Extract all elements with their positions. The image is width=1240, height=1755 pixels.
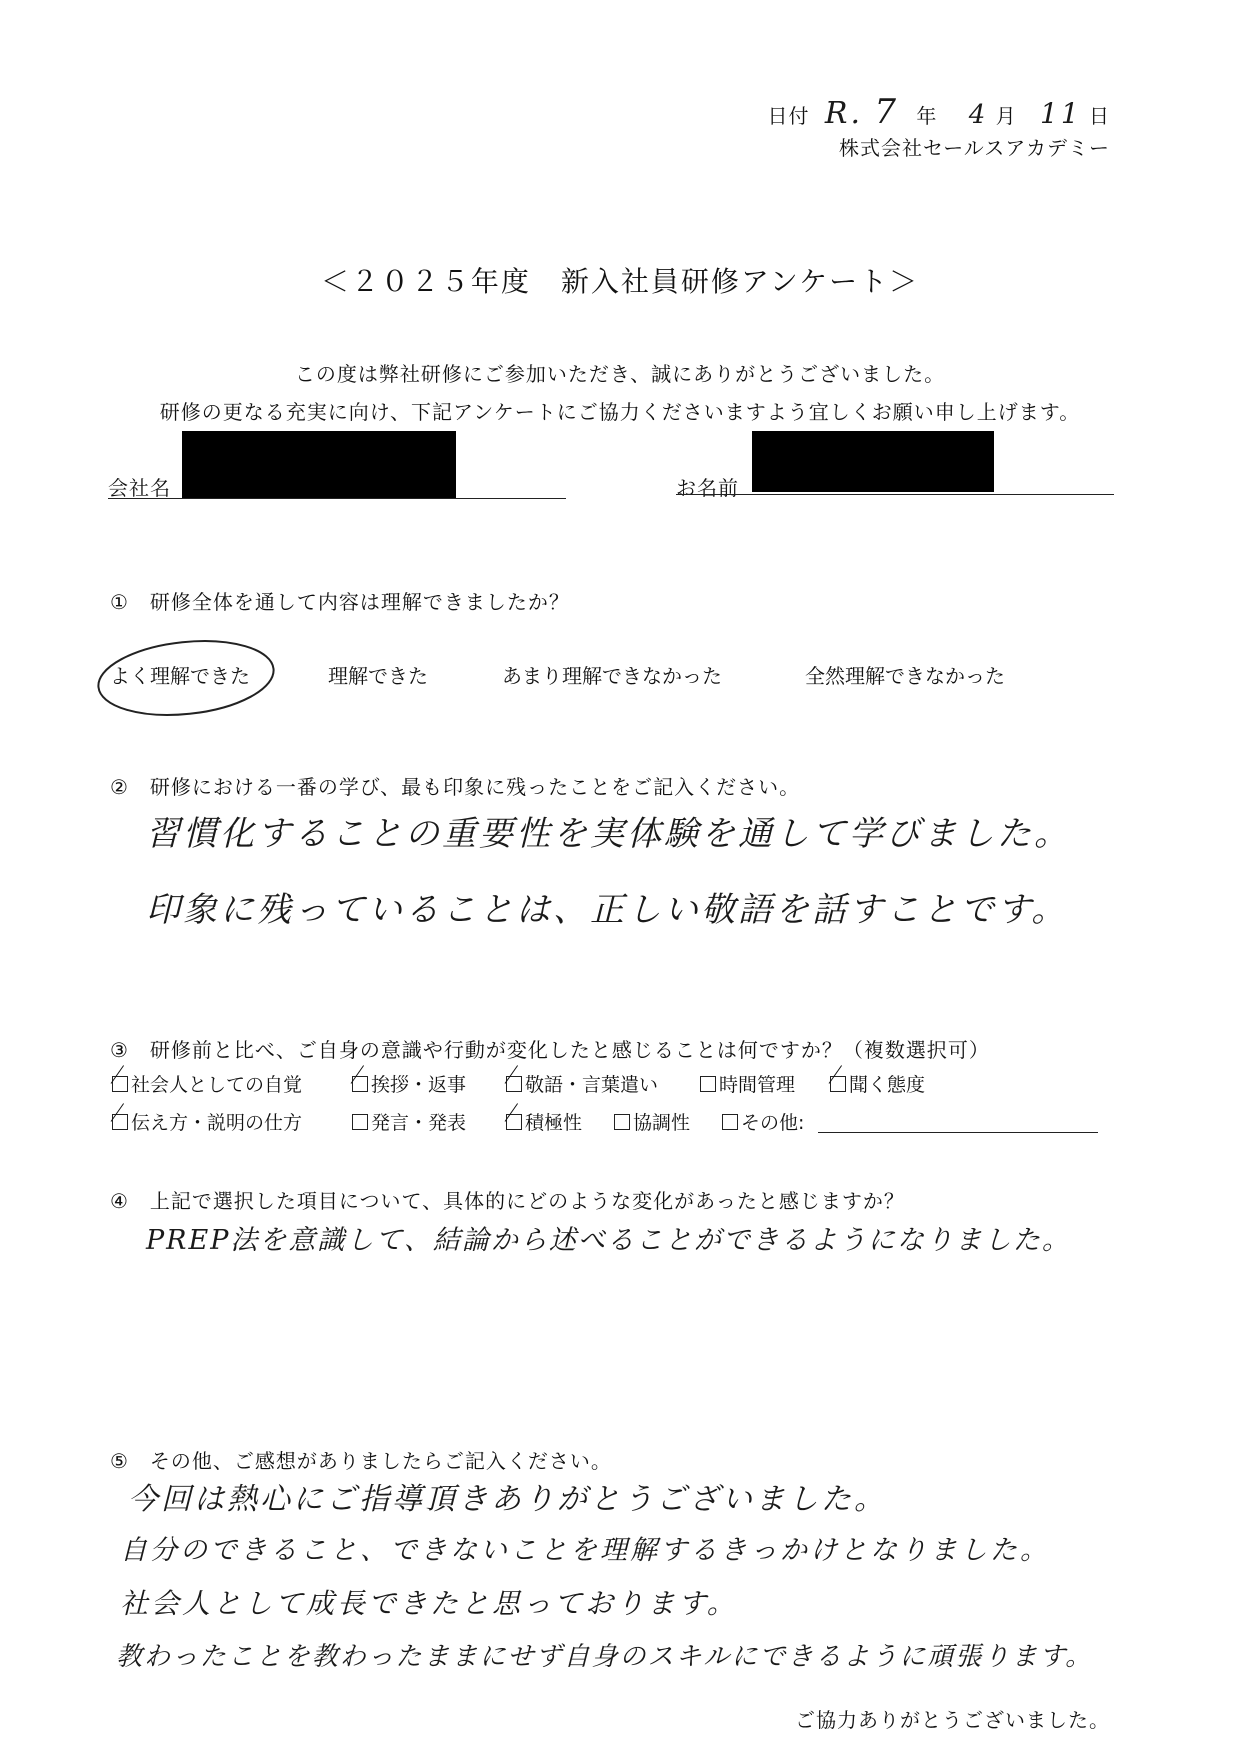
q5-answer-line-2: 自分のできること、できないことを理解するきっかけとなりました。 (120, 1535, 1050, 1566)
q3-item-label: 敬語・言葉遣い (525, 1074, 659, 1096)
name-field-label: お名前 (676, 476, 739, 500)
intro-line-2: 研修の更なる充実に向け、下記アンケートにご協力くださいますよう宜しくお願い申し上げます。 (159, 400, 1081, 424)
date-line (768, 92, 1110, 132)
checkbox-checked-icon (112, 1114, 128, 1130)
q3-item-presentation[interactable] (352, 1108, 466, 1135)
q1-option-4: 全然理解できなかった (805, 664, 1005, 688)
q2-question: ② 研修における一番の学び、最も印象に残ったことをご記入ください。 (110, 775, 801, 799)
thank-you-footer: ご協力ありがとうございました。 (795, 1708, 1110, 1732)
q1-option-1: よく理解できた (110, 664, 250, 688)
date-label: 日付 (767, 104, 810, 128)
redaction-company (182, 431, 456, 499)
intro-line-1: この度は弊社研修にご参加いただき、誠にありがとうございました。 (294, 362, 946, 386)
q3-item-cooperation[interactable] (614, 1108, 690, 1135)
q3-item-label: 積極性 (525, 1112, 583, 1134)
q3-item-explaining[interactable] (112, 1108, 302, 1135)
date-era: R. (824, 96, 864, 131)
date-day: 11 (1040, 97, 1082, 130)
q1-option-2: 理解できた (328, 664, 428, 688)
q3-item-time-management[interactable] (700, 1070, 795, 1097)
q1-selection-circle (92, 634, 292, 724)
date-year: 7 (874, 92, 900, 132)
q5-answer-line-1: 今回は熱心にご指導頂きありがとうございました。 (128, 1482, 887, 1517)
q3-item-social-awareness[interactable] (112, 1070, 302, 1097)
q4-question: ④ 上記で選択した項目について、具体的にどのような変化があったと感じますか？ (110, 1189, 905, 1213)
date-month-label: 月 (995, 104, 1017, 128)
q2-answer-line-1: 習慣化することの重要性を実体験を通して学びました。 (146, 814, 1071, 854)
q4-answer: PREP法を意識して、結論から述べることができるようになりました。 (146, 1225, 1071, 1256)
q1-question: ① 研修全体を通して内容は理解できましたか？ (110, 590, 570, 614)
checkbox-checked-icon (506, 1076, 522, 1092)
checkbox-empty-icon (700, 1076, 716, 1092)
redaction-name (752, 431, 994, 492)
q3-question: ③ 研修前と比べ、ご自身の意識や行動が変化したと感じることは何ですか？（複数選択可） (110, 1038, 990, 1062)
page-title: ＜２０２５年度 新入社員研修アンケート＞ (320, 265, 920, 298)
checkbox-empty-icon (722, 1114, 738, 1130)
checkbox-checked-icon (112, 1076, 128, 1092)
checkbox-checked-icon (506, 1114, 522, 1130)
q3-item-label: 聞く態度 (849, 1074, 926, 1096)
q3-item-label: 伝え方・説明の仕方 (131, 1112, 303, 1134)
checkbox-checked-icon (352, 1076, 368, 1092)
q3-item-honorifics[interactable] (506, 1070, 658, 1097)
q5-answer-line-3: 社会人として成長できたと思っております。 (120, 1587, 738, 1620)
checkbox-checked-icon (830, 1076, 846, 1092)
checkbox-empty-icon (614, 1114, 630, 1130)
q3-item-label: その他: (741, 1112, 805, 1134)
q5-question: ⑤ その他、ご感想がありましたらご記入ください。 (110, 1449, 612, 1473)
q3-item-label: 挨拶・返事 (371, 1074, 467, 1096)
q5-answer-line-4: 教わったことを教わったままにせず自身のスキルにできるように頑張ります。 (116, 1642, 1094, 1672)
q3-item-label: 時間管理 (719, 1074, 796, 1096)
company-name-header: 株式会社セールスアカデミー (839, 136, 1110, 160)
checkbox-empty-icon (352, 1114, 368, 1130)
q3-other-underline (818, 1132, 1098, 1133)
q3-item-label: 発言・発表 (371, 1112, 467, 1134)
q3-item-other[interactable] (722, 1108, 804, 1135)
company-field-underline (108, 498, 566, 499)
name-field-underline (676, 494, 1114, 495)
q3-item-label: 協調性 (633, 1112, 691, 1134)
q3-item-initiative[interactable] (506, 1108, 582, 1135)
q3-item-listening[interactable] (830, 1070, 925, 1097)
q1-option-3: あまり理解できなかった (502, 664, 722, 688)
date-year-label: 年 (916, 104, 938, 128)
q2-answer-line-2: 印象に残っていることは、正しい敬語を話すことです。 (146, 890, 1069, 930)
date-month: 4 (968, 100, 989, 130)
company-field-label: 会社名 (108, 476, 171, 500)
q3-item-label: 社会人としての自覚 (131, 1074, 303, 1096)
date-day-label: 日 (1089, 104, 1110, 128)
q3-item-greeting[interactable] (352, 1070, 466, 1097)
